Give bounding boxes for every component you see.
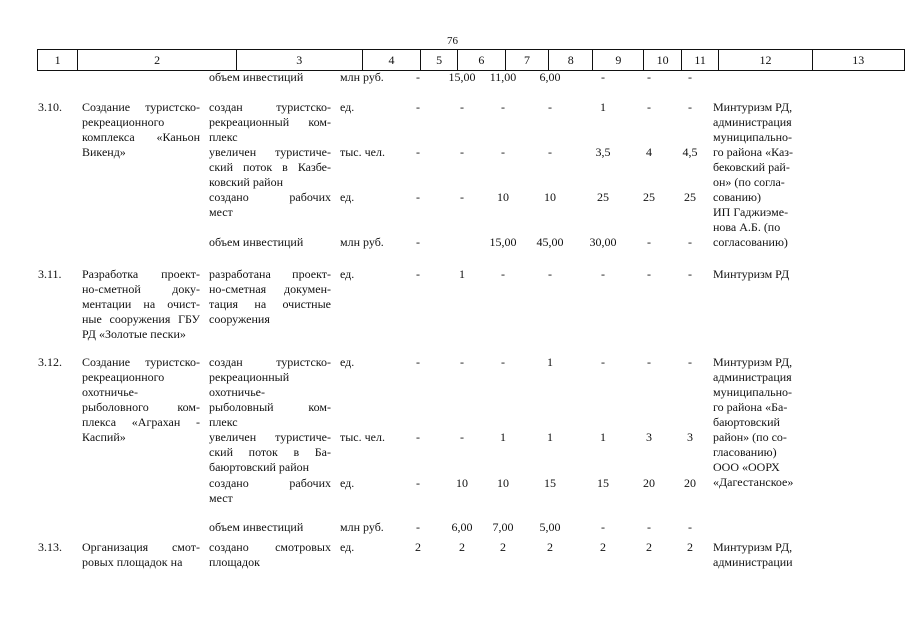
value-cell: - bbox=[416, 355, 420, 369]
indicator-name: рекреационный bbox=[209, 370, 290, 384]
row-number: 3.11. bbox=[38, 267, 62, 281]
indicator-name: сооружения bbox=[209, 312, 270, 326]
responsible-party: сованию) bbox=[713, 190, 761, 204]
event-name: рекреационного bbox=[82, 115, 165, 129]
value-cell: - bbox=[416, 430, 420, 444]
value-cell: - bbox=[688, 100, 692, 114]
value-cell: 25 bbox=[597, 190, 609, 204]
event-name: РД «Золотые пески» bbox=[82, 327, 186, 341]
value-cell: 2 bbox=[500, 540, 506, 554]
value-cell: 4 bbox=[646, 145, 652, 159]
value-cell: - bbox=[688, 355, 692, 369]
indicator-name: ский поток в Казбе- bbox=[209, 160, 331, 174]
value-cell: 1 bbox=[500, 430, 506, 444]
value-cell: - bbox=[601, 355, 605, 369]
column-header-6: 6 bbox=[457, 50, 505, 71]
value-cell: - bbox=[416, 235, 420, 249]
row-number: 3.12. bbox=[38, 355, 62, 369]
responsible-party: администрации bbox=[713, 555, 793, 569]
responsible-party: ООО «ООРХ bbox=[713, 460, 780, 474]
responsible-party: бековский рай- bbox=[713, 160, 790, 174]
indicator-name: объем инвестиций bbox=[209, 70, 304, 84]
value-cell: 6,00 bbox=[451, 520, 473, 534]
responsible-party: гласованию) bbox=[713, 445, 777, 459]
value-cell: - bbox=[416, 70, 420, 84]
column-header-10: 10 bbox=[644, 50, 681, 71]
column-header-13: 13 bbox=[812, 50, 904, 71]
value-cell: 1 bbox=[600, 430, 606, 444]
value-cell: - bbox=[460, 430, 464, 444]
value-cell: 1 bbox=[459, 267, 465, 281]
value-cell: - bbox=[416, 145, 420, 159]
value-cell: - bbox=[688, 70, 692, 84]
value-cell: 2 bbox=[415, 540, 421, 554]
value-cell: 45,00 bbox=[536, 235, 564, 249]
event-name: комплекса «Каньон bbox=[82, 130, 200, 144]
value-cell: - bbox=[647, 235, 651, 249]
value-cell: 2 bbox=[459, 540, 465, 554]
unit-cell: млн руб. bbox=[340, 70, 384, 84]
responsible-party: муниципально- bbox=[713, 130, 793, 144]
indicator-name: площадок bbox=[209, 555, 260, 569]
indicator-name: ковский район bbox=[209, 175, 283, 189]
row-number: 3.10. bbox=[38, 100, 62, 114]
value-cell: 11,00 bbox=[489, 70, 517, 84]
value-cell: - bbox=[647, 355, 651, 369]
value-cell: 10 bbox=[456, 476, 468, 490]
value-cell: - bbox=[601, 267, 605, 281]
indicator-name: создано рабочих bbox=[209, 476, 331, 490]
column-header-8: 8 bbox=[549, 50, 593, 71]
value-cell: - bbox=[501, 267, 505, 281]
indicator-name: мест bbox=[209, 491, 233, 505]
responsible-party: район» (по со- bbox=[713, 430, 787, 444]
responsible-party: Минтуризм РД, bbox=[713, 540, 793, 554]
indicator-name: разработана проект- bbox=[209, 267, 331, 281]
unit-cell: ед. bbox=[340, 355, 355, 369]
value-cell: 6,00 bbox=[539, 70, 561, 84]
column-header-9: 9 bbox=[593, 50, 644, 71]
event-name: плекса «Аграхан - bbox=[82, 415, 200, 429]
responsible-party: администрация bbox=[713, 115, 792, 129]
value-cell: 1 bbox=[600, 100, 606, 114]
value-cell: 25 bbox=[684, 190, 696, 204]
responsible-party: он» (по согла- bbox=[713, 175, 785, 189]
value-cell: 3,5 bbox=[595, 145, 611, 159]
column-header-4: 4 bbox=[362, 50, 421, 71]
value-cell: - bbox=[460, 190, 464, 204]
value-cell: - bbox=[501, 100, 505, 114]
responsible-party: Минтуризм РД, bbox=[713, 355, 793, 369]
unit-cell: ед. bbox=[340, 190, 355, 204]
event-name: охотничье- bbox=[82, 385, 139, 399]
value-cell: - bbox=[460, 145, 464, 159]
indicator-name: увеличен туристиче- bbox=[209, 145, 331, 159]
value-cell: 10 bbox=[544, 190, 556, 204]
column-header-11: 11 bbox=[681, 50, 718, 71]
value-cell: 15 bbox=[544, 476, 556, 490]
value-cell: - bbox=[416, 100, 420, 114]
responsible-party: нова А.Б. (по bbox=[713, 220, 781, 234]
value-cell: 1 bbox=[547, 355, 553, 369]
value-cell: - bbox=[647, 100, 651, 114]
value-cell: - bbox=[688, 235, 692, 249]
responsible-party: «Дагестанское» bbox=[713, 475, 794, 489]
value-cell: 1 bbox=[547, 430, 553, 444]
value-cell: - bbox=[460, 100, 464, 114]
event-name: Викенд» bbox=[82, 145, 126, 159]
value-cell: 2 bbox=[646, 540, 652, 554]
responsible-party: Минтуризм РД bbox=[713, 267, 790, 281]
value-cell: 7,00 bbox=[492, 520, 514, 534]
value-cell: - bbox=[548, 145, 552, 159]
value-cell: - bbox=[416, 476, 420, 490]
responsible-party: муниципально- bbox=[713, 385, 793, 399]
responsible-party: согласованию) bbox=[713, 235, 788, 249]
column-header-5: 5 bbox=[421, 50, 457, 71]
column-header-7: 7 bbox=[505, 50, 548, 71]
value-cell: - bbox=[601, 520, 605, 534]
column-header-1: 1 bbox=[38, 50, 78, 71]
value-cell: 30,00 bbox=[589, 235, 617, 249]
event-name: Создание туристско- bbox=[82, 355, 200, 369]
value-cell: 5,00 bbox=[539, 520, 561, 534]
value-cell: 10 bbox=[497, 476, 509, 490]
value-cell: - bbox=[501, 355, 505, 369]
event-name: ровых площадок на bbox=[82, 555, 183, 569]
event-name: ные сооружения ГБУ bbox=[82, 312, 200, 326]
column-header-3: 3 bbox=[237, 50, 362, 71]
value-cell: - bbox=[548, 100, 552, 114]
unit-cell: ед. bbox=[340, 100, 355, 114]
indicator-name: мест bbox=[209, 205, 233, 219]
value-cell: - bbox=[647, 70, 651, 84]
responsible-party: Минтуризм РД, bbox=[713, 100, 793, 114]
responsible-party: го района «Ба- bbox=[713, 400, 788, 414]
value-cell: 15 bbox=[597, 476, 609, 490]
event-name: рыболовного ком- bbox=[82, 400, 200, 414]
indicator-name: создан туристско- bbox=[209, 100, 331, 114]
responsible-party: ИП Гаджиэме- bbox=[713, 205, 789, 219]
value-cell: 3 bbox=[646, 430, 652, 444]
event-name: рекреационного bbox=[82, 370, 165, 384]
indicator-name: создан туристско- bbox=[209, 355, 331, 369]
unit-cell: тыс. чел. bbox=[340, 145, 385, 159]
value-cell: 20 bbox=[643, 476, 655, 490]
indicator-name: баюртовский район bbox=[209, 460, 310, 474]
column-header-row bbox=[37, 49, 905, 71]
event-name: Разработка проект- bbox=[82, 267, 200, 281]
event-name: Создание туристско- bbox=[82, 100, 200, 114]
value-cell: 10 bbox=[497, 190, 509, 204]
value-cell: 15,00 bbox=[489, 235, 517, 249]
column-header-2: 2 bbox=[78, 50, 237, 71]
indicator-name: создано смотровых bbox=[209, 540, 331, 554]
value-cell: 2 bbox=[600, 540, 606, 554]
indicator-name: но-сметная докумен- bbox=[209, 282, 331, 296]
indicator-name: рекреационный ком- bbox=[209, 115, 331, 129]
indicator-name: объем инвестиций bbox=[209, 235, 304, 249]
value-cell: - bbox=[501, 145, 505, 159]
indicator-name: охотничье- bbox=[209, 385, 266, 399]
event-name: Каспий» bbox=[82, 430, 126, 444]
indicator-name: рыболовный ком- bbox=[209, 400, 331, 414]
value-cell: 15,00 bbox=[448, 70, 476, 84]
column-header-12: 12 bbox=[719, 50, 812, 71]
unit-cell: млн руб. bbox=[340, 520, 384, 534]
responsible-party: го района «Каз- bbox=[713, 145, 794, 159]
value-cell: 20 bbox=[684, 476, 696, 490]
value-cell: - bbox=[416, 520, 420, 534]
unit-cell: тыс. чел. bbox=[340, 430, 385, 444]
value-cell: - bbox=[460, 355, 464, 369]
value-cell: 3 bbox=[687, 430, 693, 444]
value-cell: - bbox=[548, 267, 552, 281]
indicator-name: ский поток в Ба- bbox=[209, 445, 331, 459]
page-number: 76 bbox=[447, 35, 458, 47]
indicator-name: плекс bbox=[209, 130, 238, 144]
unit-cell: ед. bbox=[340, 476, 355, 490]
responsible-party: баюртовский bbox=[713, 415, 780, 429]
indicator-name: увеличен туристиче- bbox=[209, 430, 331, 444]
value-cell: - bbox=[416, 190, 420, 204]
row-number: 3.13. bbox=[38, 540, 62, 554]
value-cell: 2 bbox=[547, 540, 553, 554]
unit-cell: ед. bbox=[340, 267, 355, 281]
value-cell: - bbox=[601, 70, 605, 84]
value-cell: - bbox=[647, 267, 651, 281]
indicator-name: создано рабочих bbox=[209, 190, 331, 204]
event-name: Организация смот- bbox=[82, 540, 200, 554]
value-cell: 25 bbox=[643, 190, 655, 204]
value-cell: 4,5 bbox=[682, 145, 698, 159]
indicator-name: плекс bbox=[209, 415, 238, 429]
value-cell: - bbox=[688, 267, 692, 281]
value-cell: - bbox=[416, 267, 420, 281]
event-name: но-сметной доку- bbox=[82, 282, 200, 296]
indicator-name: объем инвестиций bbox=[209, 520, 304, 534]
indicator-name: тация на очистные bbox=[209, 297, 331, 311]
value-cell: - bbox=[647, 520, 651, 534]
unit-cell: млн руб. bbox=[340, 235, 384, 249]
value-cell: - bbox=[688, 520, 692, 534]
responsible-party: администрация bbox=[713, 370, 792, 384]
event-name: ментации на очист- bbox=[82, 297, 200, 311]
value-cell: 2 bbox=[687, 540, 693, 554]
unit-cell: ед. bbox=[340, 540, 355, 554]
